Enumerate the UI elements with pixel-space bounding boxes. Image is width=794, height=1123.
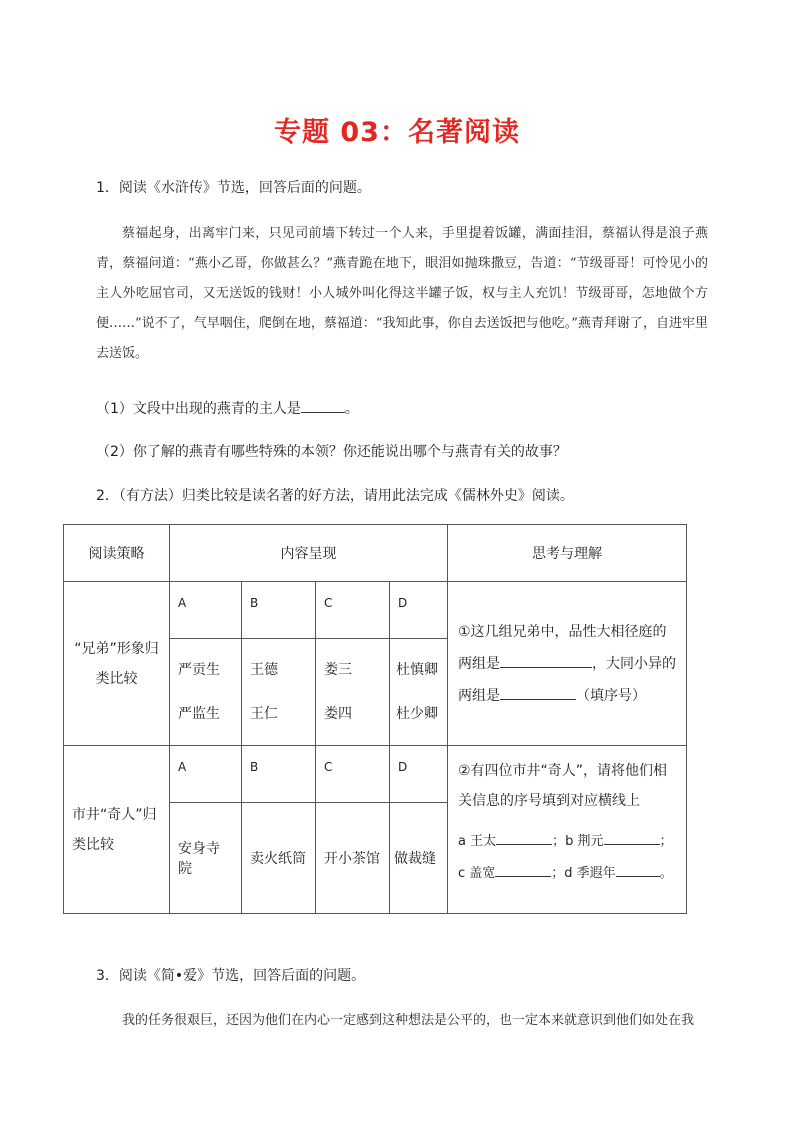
oddity-c: 开小茶馆: [316, 803, 390, 914]
fill-label: c 盖宽: [458, 866, 496, 881]
name-cell: 严贡生: [178, 662, 220, 678]
reading-table: [63, 524, 687, 914]
fill-label: ；: [659, 834, 673, 849]
question-3-passage: 我的任务很艰巨，还因为他们在内心一定感到这种想法是公平的，也一定本来就意识到他们如处在我: [122, 1013, 695, 1028]
table-header-row: [64, 525, 687, 582]
question-3-prompt: 3．阅读《简•爱》节选，回答后面的问题。: [96, 968, 366, 984]
thinking-oddities: [448, 746, 687, 914]
table-row: [64, 746, 687, 803]
question-1-passage: 蔡福起身，出离牢门来，只见司前墙下转过一个人来，手里提着饭罐，满面挂泪，蔡福认得是浪子燕青，蔡福问道：“燕小乙哥，你做甚么？”燕青跪在地下，眼泪如抛珠撒豆，告道：“节级哥哥！可怜见小的主人外吃屈官司，又无送饭的钱财！小人城外叫化得这半罐子饭，权与主人充饥！节级哥哥，怎地做个方便……”说不了，气早咽住，爬倒在地，蔡福道：“我知此事，你自去送饭把与他吃。”燕青拜谢了，自进牢里去送饭。: [96, 226, 708, 361]
letter-a: A: [170, 582, 242, 639]
header-thinking: 思考与理解: [448, 525, 687, 582]
brothers-d: [390, 639, 448, 746]
letter-b: B: [242, 582, 316, 639]
header-content: 内容呈现: [170, 525, 448, 582]
letter-d: D: [390, 746, 448, 803]
sub-1-text: （1）文段中出现的燕青的主人是: [96, 401, 301, 417]
answer-blank: [500, 685, 576, 700]
page-title: 专题 03：名著阅读: [274, 117, 520, 148]
letter-d: D: [390, 582, 448, 639]
fill-label: ；d 季遐年: [551, 866, 616, 881]
name-cell: 严监生: [178, 706, 220, 722]
fill-label: 。: [659, 866, 673, 881]
letter-b: B: [242, 746, 316, 803]
fill-label: ；b 荆元: [552, 834, 604, 849]
oddity-d: 做裁缝: [390, 803, 448, 914]
oddity-a: 安身寺院: [170, 803, 242, 914]
name-cell: 王仁: [250, 706, 278, 722]
letter-c: C: [316, 582, 390, 639]
thinking-oddities-text: ②有四位市井“奇人”，请将他们相关信息的序号填到对应横线上: [458, 763, 668, 809]
name-cell: 杜少卿: [396, 706, 438, 722]
table-row: [64, 582, 687, 639]
letter-c: C: [316, 746, 390, 803]
oddity-b: 卖火纸筒: [242, 803, 316, 914]
strategy-brothers: “兄弟”形象归类比较: [64, 582, 170, 746]
fill-label: a 王太: [458, 834, 497, 849]
brothers-a: [170, 639, 242, 746]
thinking-brothers: [448, 582, 687, 746]
strategy-oddities: 市井“奇人”归类比较: [64, 746, 170, 914]
brothers-b: [242, 639, 316, 746]
question-1-prompt: 1．阅读《水浒传》节选，回答后面的问题。: [96, 180, 371, 196]
fill-line-1: [458, 826, 678, 858]
answer-blank: [301, 398, 345, 413]
header-strategy: 阅读策略: [64, 525, 170, 582]
question-1-sub-2: （2）你了解的燕青有哪些特殊的本领？你还能说出哪个与燕青有关的故事？: [96, 444, 567, 460]
answer-blank: [495, 862, 551, 877]
question-1-sub-1: [96, 398, 359, 419]
sub-1-end: 。: [344, 401, 359, 417]
answer-blank: [604, 830, 660, 845]
letter-a: A: [170, 746, 242, 803]
name-cell: 娄三: [324, 662, 352, 678]
name-cell: 杜慎卿: [396, 662, 438, 678]
fill-line-2: [458, 858, 678, 890]
answer-blank: [500, 653, 592, 668]
thinking-brothers-text-2: ，大同小异的两组是: [458, 655, 676, 704]
answer-blank: [616, 862, 660, 877]
name-cell: 娄四: [324, 706, 352, 722]
thinking-brothers-text-1: ①这几组兄弟中，品性大相径庭的两组是: [458, 623, 667, 672]
thinking-brothers-text-3: （填序号）: [576, 687, 646, 704]
name-cell: 王德: [250, 662, 278, 678]
brothers-c: [316, 639, 390, 746]
answer-blank: [496, 830, 552, 845]
question-2-prompt: 2．（有方法）归类比较是读名著的好方法，请用此法完成《儒林外史》阅读。: [96, 488, 574, 504]
